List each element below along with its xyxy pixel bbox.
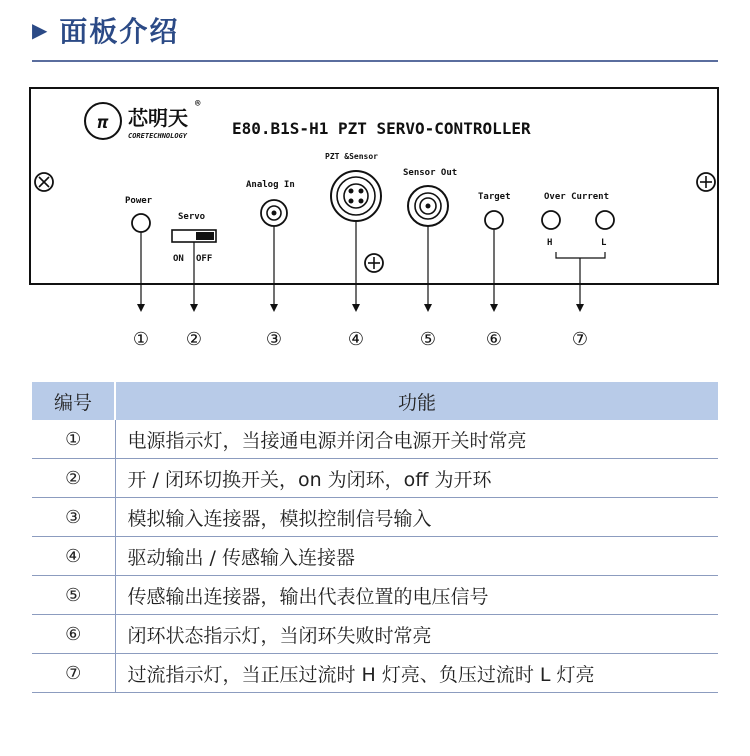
row-description: 模拟输入连接器，模拟控制信号输入 [115,498,718,537]
function-table [32,382,718,693]
pzt-sensor-label: PZT &Sensor [325,152,378,161]
pzt-sensor-connector [331,171,381,221]
callout-3: ③ [265,329,283,350]
analog-in-connector [261,200,287,226]
section-title: 面板介绍 [59,15,180,48]
header-function: 功能 [115,382,718,420]
model-title: E80.B1S-H1 PZT SERVO-CONTROLLER [232,119,531,138]
triangle-bullet-icon: ▶ [32,18,48,42]
callout-7: ⑦ [571,329,589,350]
row-description: 过流指示灯，当正压过流时 H 灯亮、负压过流时 L 灯亮 [115,654,718,693]
callout-4: ④ [347,329,365,350]
table-row [32,537,718,576]
power-label: Power [125,196,153,206]
row-description: 闭环状态指示灯，当闭环失败时常亮 [115,615,718,654]
section-heading [32,12,179,48]
table-row [32,420,718,459]
servo-off-label: OFF [196,254,213,264]
over-current-h-led [542,211,560,229]
over-current-l-led [596,211,614,229]
row-description: 驱动输出 / 传感输入连接器 [115,537,718,576]
over-current-label: Over Current [544,192,610,202]
panel-diagram [0,70,750,360]
power-led [132,214,150,232]
row-description: 电源指示灯，当接通电源并闭合电源开关时常亮 [115,420,718,459]
row-number: ⑦ [32,654,115,693]
heading-divider [32,60,718,62]
servo-label: Servo [178,212,206,222]
row-number: ④ [32,537,115,576]
table-row [32,615,718,654]
logo-cn-text: 芯明天 [128,106,188,130]
row-description: 开 / 闭环切换开关，on 为闭环，off 为开环 [115,459,718,498]
over-current-l-label: L [601,238,607,248]
analog-in-label: Analog In [246,180,295,190]
target-led [485,211,503,229]
row-number: ② [32,459,115,498]
sensor-out-label: Sensor Out [403,168,458,178]
sensor-out-connector [408,186,448,226]
table-row [32,498,718,537]
servo-on-label: ON [173,254,184,264]
row-number: ⑤ [32,576,115,615]
table-row [32,654,718,693]
servo-switch-knob [196,232,214,240]
row-description: 传感输出连接器，输出代表位置的电压信号 [115,576,718,615]
callout-2: ② [185,329,203,350]
table-row [32,459,718,498]
table-header-row [32,382,718,420]
callout-1: ① [132,329,150,350]
svg-text:®: ® [195,99,201,109]
row-number: ⑥ [32,615,115,654]
callout-5: ⑤ [419,329,437,350]
over-current-h-label: H [547,238,553,248]
svg-text:π: π [97,112,109,133]
row-number: ① [32,420,115,459]
target-label: Target [478,192,511,202]
logo-en-text: CORETECHNOLOGY [128,132,188,140]
callout-6: ⑥ [485,329,503,350]
row-number: ③ [32,498,115,537]
table-row [32,576,718,615]
header-number: 编号 [32,382,115,420]
